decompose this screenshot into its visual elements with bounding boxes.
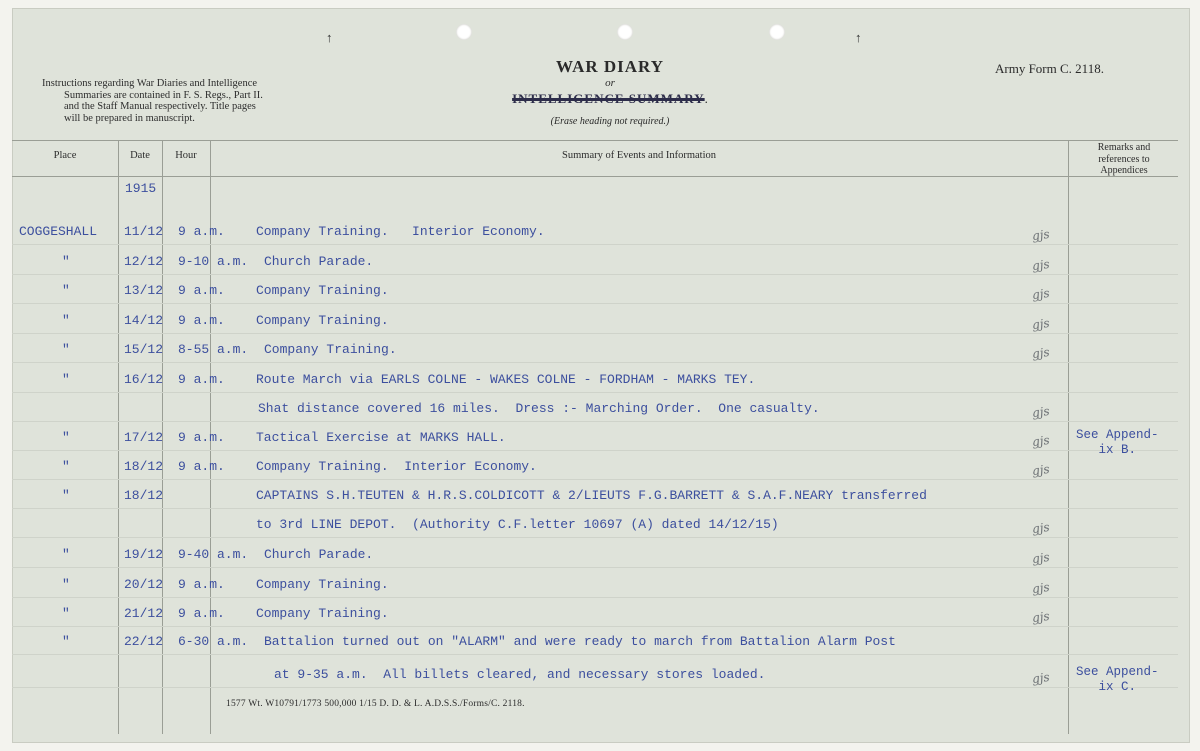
- ruled-line: [12, 333, 1178, 334]
- officer-initials: gjs: [1031, 315, 1051, 333]
- officer-initials: gjs: [1031, 519, 1051, 537]
- officer-initials: gjs: [1031, 432, 1051, 450]
- erase-note: (Erase heading not required.): [550, 116, 670, 127]
- entry-place: ": [62, 606, 70, 621]
- entry-remark: See Append- ix C.: [1076, 665, 1159, 694]
- remarks-header-line: Remarks and: [1097, 142, 1151, 153]
- entry-place: ": [62, 342, 70, 357]
- year-label: 1915: [125, 181, 157, 196]
- title-or: or: [605, 77, 615, 89]
- column-divider: [118, 140, 119, 734]
- ruled-line: [12, 597, 1178, 598]
- ruled-line: [12, 450, 1178, 451]
- entry-place: ": [62, 372, 70, 387]
- entry-date: 13/12: [124, 283, 164, 298]
- column-header-summary: Summary of Events and Information: [562, 150, 716, 161]
- ruled-line: [12, 567, 1178, 568]
- entry-hour: 9 a.m.: [178, 606, 225, 621]
- ruled-line: [12, 508, 1178, 509]
- ruled-line: [12, 362, 1178, 363]
- entry-date: 11/12: [124, 224, 164, 239]
- entry-place: ": [62, 283, 70, 298]
- entry-text: Church Parade.: [264, 547, 374, 562]
- entry-place: ": [62, 459, 70, 474]
- entry-text: Church Parade.: [264, 254, 374, 269]
- officer-initials: gjs: [1031, 461, 1051, 479]
- officer-initials: gjs: [1031, 579, 1051, 597]
- entry-hour: 8-55 a.m.: [178, 342, 249, 357]
- officer-initials: gjs: [1031, 256, 1051, 274]
- entry-text: Company Training.: [256, 606, 389, 621]
- ruled-line: [12, 421, 1178, 422]
- entry-date: 16/12: [124, 372, 164, 387]
- entry-hour: 9-10 a.m.: [178, 254, 249, 269]
- entry-date: 20/12: [124, 577, 164, 592]
- ruled-line: [12, 537, 1178, 538]
- ruled-line: [12, 244, 1178, 245]
- entry-date: 18/12: [124, 459, 164, 474]
- ruled-line: [12, 392, 1178, 393]
- ruled-line: [12, 274, 1178, 275]
- officer-initials: gjs: [1031, 226, 1051, 244]
- entry-text: to 3rd LINE DEPOT. (Authority C.F.letter 10697 (A) dated 14/12/15): [256, 517, 779, 532]
- entry-place: ": [62, 430, 70, 445]
- entry-date: 15/12: [124, 342, 164, 357]
- entry-hour: 6-30 a.m.: [178, 634, 249, 649]
- punch-hole: [769, 24, 785, 40]
- entry-text: Route March via EARLS COLNE - WAKES COLNE - FORDHAM - MARKS TEY.: [256, 372, 756, 387]
- entry-date: 22/12: [124, 634, 164, 649]
- entry-text: Company Training. Interior Economy.: [256, 224, 545, 239]
- page-title: WAR DIARY: [555, 57, 665, 76]
- form-number: Army Form C. 2118.: [995, 61, 1104, 76]
- entry-hour: 9 a.m.: [178, 372, 225, 387]
- tick-mark: ↑: [326, 30, 333, 45]
- entry-hour: 9 a.m.: [178, 577, 225, 592]
- struck-title: INTELLIGENCE SUMMARY: [512, 91, 705, 106]
- ruled-line: [12, 626, 1178, 627]
- entry-place: ": [62, 488, 70, 503]
- entry-text: Company Training.: [256, 283, 389, 298]
- column-header-remarks: [1070, 142, 1178, 177]
- entry-text: Company Training.: [264, 342, 397, 357]
- officer-initials: gjs: [1031, 549, 1051, 567]
- instructions-line: Instructions regarding War Diaries and Intelligence: [42, 78, 258, 89]
- entry-date: 19/12: [124, 547, 164, 562]
- table-top-rule: [12, 140, 1178, 141]
- officer-initials: gjs: [1031, 344, 1051, 362]
- punch-hole: [617, 24, 633, 40]
- officer-initials: gjs: [1031, 669, 1051, 687]
- entry-place: COGGESHALL: [19, 224, 98, 239]
- entry-date: 12/12: [124, 254, 164, 269]
- entry-text: Tactical Exercise at MARKS HALL.: [256, 430, 506, 445]
- entry-text: CAPTAINS S.H.TEUTEN & H.R.S.COLDICOTT & 2/LIEUTS F.G.BARRETT & S.A.F.NEARY transferred: [256, 488, 927, 503]
- tick-mark: ↑: [855, 30, 862, 45]
- entry-hour: 9 a.m.: [178, 459, 225, 474]
- header-bottom-rule: [12, 176, 1178, 177]
- remarks-header-line: references to: [1098, 153, 1150, 165]
- column-header-hour: Hour: [175, 150, 197, 161]
- remarks-header-line: Appendices: [1100, 165, 1148, 176]
- instructions-line: and the Staff Manual respectively. Title pages: [64, 101, 256, 112]
- ruled-line: [12, 303, 1178, 304]
- entry-hour: 9 a.m.: [178, 224, 225, 239]
- entry-date: 17/12: [124, 430, 164, 445]
- entry-place: ": [62, 313, 70, 328]
- ruled-line: [12, 479, 1178, 480]
- officer-initials: gjs: [1031, 403, 1051, 421]
- entry-text: Battalion turned out on "ALARM" and were ready to march from Battalion Alarm Post: [264, 634, 896, 649]
- officer-initials: gjs: [1031, 285, 1051, 303]
- entry-date: 14/12: [124, 313, 164, 328]
- entry-hour: 9 a.m.: [178, 283, 225, 298]
- instructions-line: Summaries are contained in F. S. Regs., Part II.: [64, 89, 263, 101]
- column-divider: [1068, 140, 1069, 734]
- entry-hour: 9 a.m.: [178, 313, 225, 328]
- entry-place: ": [62, 547, 70, 562]
- entry-text: at 9-35 a.m. All billets cleared, and necessary stores loaded.: [274, 667, 766, 682]
- print-footer: 1577 Wt. W10791/1773 500,000 1/15 D. D. & L. A.D.S.S./Forms/C. 2118.: [226, 699, 525, 709]
- entry-place: ": [62, 634, 70, 649]
- punch-hole: [456, 24, 472, 40]
- entry-text: Company Training.: [256, 577, 389, 592]
- entry-text: Shat distance covered 16 miles. Dress :- Marching Order. One casualty.: [258, 401, 820, 416]
- entry-place: ": [62, 254, 70, 269]
- entry-hour: 9 a.m.: [178, 430, 225, 445]
- entry-date: 21/12: [124, 606, 164, 621]
- instructions-text: [42, 78, 332, 124]
- officer-initials: gjs: [1031, 608, 1051, 626]
- column-header-place: Place: [53, 150, 77, 161]
- entry-text: Company Training. Interior Economy.: [256, 459, 537, 474]
- entry-text: Company Training.: [256, 313, 389, 328]
- ruled-line: [12, 654, 1178, 655]
- instructions-line: will be prepared in manuscript.: [64, 112, 195, 124]
- entry-place: ": [62, 577, 70, 592]
- diary-title-block: WAR DIARY or INTELLIGENCE SUMMARY. (Erase heading not required.): [460, 57, 760, 127]
- ruled-line: [12, 687, 1178, 688]
- column-header-date: Date: [130, 150, 150, 161]
- entry-remark: See Append- ix B.: [1076, 428, 1159, 457]
- entry-hour: 9-40 a.m.: [178, 547, 249, 562]
- entry-date: 18/12: [124, 488, 164, 503]
